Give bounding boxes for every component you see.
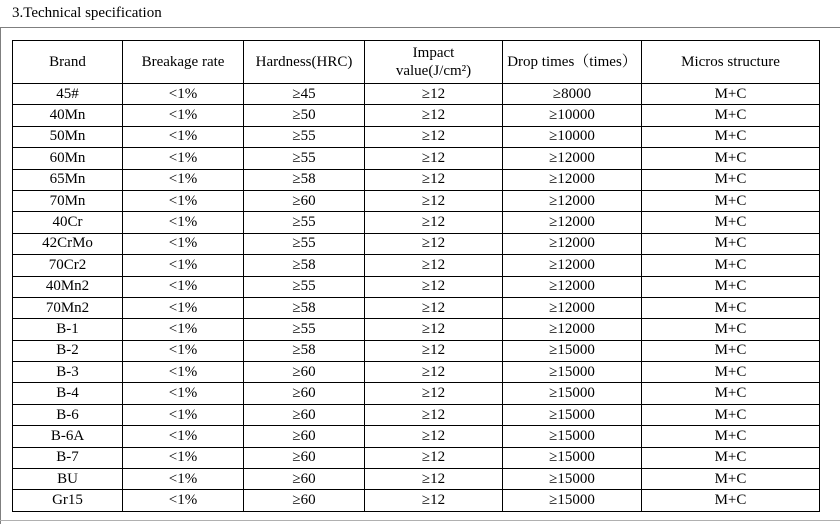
hardness-cell: ≥60 [244, 383, 365, 404]
hardness-cell: ≥45 [244, 84, 365, 105]
breakage-rate-cell: <1% [123, 190, 244, 211]
drop-times-cell: ≥10000 [503, 126, 642, 147]
breakage-rate-cell: <1% [123, 84, 244, 105]
hardness-cell: ≥55 [244, 126, 365, 147]
impact-value-cell: ≥12 [365, 340, 503, 361]
header-hardness: Hardness(HRC) [244, 41, 365, 84]
breakage-rate-cell: <1% [123, 212, 244, 233]
drop-times-cell: ≥10000 [503, 105, 642, 126]
impact-value-cell: ≥12 [365, 490, 503, 511]
brand-cell: B-7 [13, 447, 123, 468]
table-row [13, 169, 820, 190]
drop-times-cell: ≥15000 [503, 447, 642, 468]
table-row [13, 447, 820, 468]
drop-times-cell: ≥15000 [503, 362, 642, 383]
header-row [13, 41, 820, 84]
micro-structure-cell: M+C [642, 212, 820, 233]
header-impact-value [365, 41, 503, 84]
impact-value-cell: ≥12 [365, 255, 503, 276]
drop-times-cell: ≥12000 [503, 148, 642, 169]
table-row [13, 84, 820, 105]
table-row [13, 212, 820, 233]
impact-value-cell: ≥12 [365, 319, 503, 340]
spec-table [12, 40, 820, 512]
drop-times-cell: ≥15000 [503, 469, 642, 490]
brand-cell: B-3 [13, 362, 123, 383]
drop-times-cell: ≥12000 [503, 212, 642, 233]
breakage-rate-cell: <1% [123, 426, 244, 447]
breakage-rate-cell: <1% [123, 340, 244, 361]
drop-times-cell: ≥15000 [503, 383, 642, 404]
breakage-rate-cell: <1% [123, 297, 244, 318]
brand-cell: 42CrMo [13, 233, 123, 254]
brand-cell: 70Cr2 [13, 255, 123, 276]
micro-structure-cell: M+C [642, 426, 820, 447]
drop-times-cell: ≥15000 [503, 340, 642, 361]
brand-cell: 40Mn2 [13, 276, 123, 297]
impact-value-cell: ≥12 [365, 362, 503, 383]
top-divider [0, 27, 840, 28]
breakage-rate-cell: <1% [123, 276, 244, 297]
header-drop-times: Drop times（times） [503, 41, 642, 84]
bottom-divider [0, 520, 840, 521]
header-breakage-rate: Breakage rate [123, 41, 244, 84]
header-brand: Brand [13, 41, 123, 84]
impact-value-cell: ≥12 [365, 148, 503, 169]
breakage-rate-cell: <1% [123, 469, 244, 490]
hardness-cell: ≥55 [244, 276, 365, 297]
table-row [13, 404, 820, 425]
hardness-cell: ≥60 [244, 447, 365, 468]
drop-times-cell: ≥8000 [503, 84, 642, 105]
breakage-rate-cell: <1% [123, 148, 244, 169]
brand-cell: 40Mn [13, 105, 123, 126]
micro-structure-cell: M+C [642, 148, 820, 169]
table-row [13, 490, 820, 511]
table-row [13, 340, 820, 361]
micro-structure-cell: M+C [642, 490, 820, 511]
drop-times-cell: ≥12000 [503, 276, 642, 297]
brand-cell: 70Mn2 [13, 297, 123, 318]
micro-structure-cell: M+C [642, 84, 820, 105]
table-row [13, 255, 820, 276]
hardness-cell: ≥55 [244, 212, 365, 233]
breakage-rate-cell: <1% [123, 319, 244, 340]
micro-structure-cell: M+C [642, 340, 820, 361]
brand-cell: 65Mn [13, 169, 123, 190]
micro-structure-cell: M+C [642, 319, 820, 340]
impact-value-cell: ≥12 [365, 126, 503, 147]
drop-times-cell: ≥12000 [503, 233, 642, 254]
hardness-cell: ≥60 [244, 190, 365, 211]
hardness-cell: ≥60 [244, 426, 365, 447]
table-row [13, 383, 820, 404]
drop-times-cell: ≥12000 [503, 255, 642, 276]
impact-value-cell: ≥12 [365, 426, 503, 447]
impact-value-cell: ≥12 [365, 297, 503, 318]
micro-structure-cell: M+C [642, 169, 820, 190]
hardness-cell: ≥55 [244, 319, 365, 340]
breakage-rate-cell: <1% [123, 383, 244, 404]
drop-times-cell: ≥15000 [503, 426, 642, 447]
hardness-cell: ≥60 [244, 490, 365, 511]
drop-times-cell: ≥12000 [503, 190, 642, 211]
micro-structure-cell: M+C [642, 297, 820, 318]
drop-times-cell: ≥12000 [503, 169, 642, 190]
brand-cell: 60Mn [13, 148, 123, 169]
breakage-rate-cell: <1% [123, 255, 244, 276]
breakage-rate-cell: <1% [123, 404, 244, 425]
brand-cell: 45# [13, 84, 123, 105]
breakage-rate-cell: <1% [123, 362, 244, 383]
brand-cell: B-1 [13, 319, 123, 340]
impact-value-cell: ≥12 [365, 447, 503, 468]
table-row [13, 148, 820, 169]
hardness-cell: ≥58 [244, 169, 365, 190]
impact-value-cell: ≥12 [365, 169, 503, 190]
hardness-cell: ≥60 [244, 362, 365, 383]
left-divider [0, 27, 1, 524]
brand-cell: Gr15 [13, 490, 123, 511]
hardness-cell: ≥58 [244, 255, 365, 276]
header-impact-line1: Impact [412, 45, 455, 61]
table-row [13, 469, 820, 490]
impact-value-cell: ≥12 [365, 276, 503, 297]
table-row [13, 276, 820, 297]
breakage-rate-cell: <1% [123, 105, 244, 126]
hardness-cell: ≥60 [244, 404, 365, 425]
breakage-rate-cell: <1% [123, 233, 244, 254]
brand-cell: 40Cr [13, 212, 123, 233]
table-row [13, 297, 820, 318]
impact-value-cell: ≥12 [365, 84, 503, 105]
drop-times-cell: ≥12000 [503, 297, 642, 318]
spec-table-body [13, 84, 820, 512]
micro-structure-cell: M+C [642, 276, 820, 297]
breakage-rate-cell: <1% [123, 490, 244, 511]
breakage-rate-cell: <1% [123, 169, 244, 190]
breakage-rate-cell: <1% [123, 126, 244, 147]
hardness-cell: ≥50 [244, 105, 365, 126]
table-row [13, 426, 820, 447]
hardness-cell: ≥55 [244, 148, 365, 169]
table-row [13, 126, 820, 147]
micro-structure-cell: M+C [642, 105, 820, 126]
brand-cell: 50Mn [13, 126, 123, 147]
impact-value-cell: ≥12 [365, 105, 503, 126]
micro-structure-cell: M+C [642, 404, 820, 425]
impact-value-cell: ≥12 [365, 404, 503, 425]
micro-structure-cell: M+C [642, 190, 820, 211]
micro-structure-cell: M+C [642, 447, 820, 468]
table-row [13, 319, 820, 340]
micro-structure-cell: M+C [642, 383, 820, 404]
hardness-cell: ≥55 [244, 233, 365, 254]
brand-cell: B-4 [13, 383, 123, 404]
impact-value-cell: ≥12 [365, 190, 503, 211]
impact-value-cell: ≥12 [365, 383, 503, 404]
drop-times-cell: ≥15000 [503, 404, 642, 425]
micro-structure-cell: M+C [642, 126, 820, 147]
brand-cell: B-6A [13, 426, 123, 447]
brand-cell: B-2 [13, 340, 123, 361]
micro-structure-cell: M+C [642, 233, 820, 254]
impact-value-cell: ≥12 [365, 469, 503, 490]
impact-value-cell: ≥12 [365, 233, 503, 254]
hardness-cell: ≥58 [244, 340, 365, 361]
header-micro-structure: Micros structure [642, 41, 820, 84]
table-row [13, 233, 820, 254]
drop-times-cell: ≥15000 [503, 490, 642, 511]
table-row [13, 105, 820, 126]
drop-times-cell: ≥12000 [503, 319, 642, 340]
section-title: 3.Technical specification [12, 5, 162, 21]
header-impact-line2: value(J/cm²) [395, 63, 472, 79]
brand-cell: 70Mn [13, 190, 123, 211]
table-row [13, 362, 820, 383]
breakage-rate-cell: <1% [123, 447, 244, 468]
micro-structure-cell: M+C [642, 255, 820, 276]
brand-cell: BU [13, 469, 123, 490]
brand-cell: B-6 [13, 404, 123, 425]
micro-structure-cell: M+C [642, 469, 820, 490]
impact-value-cell: ≥12 [365, 212, 503, 233]
hardness-cell: ≥60 [244, 469, 365, 490]
hardness-cell: ≥58 [244, 297, 365, 318]
micro-structure-cell: M+C [642, 362, 820, 383]
table-row [13, 190, 820, 211]
